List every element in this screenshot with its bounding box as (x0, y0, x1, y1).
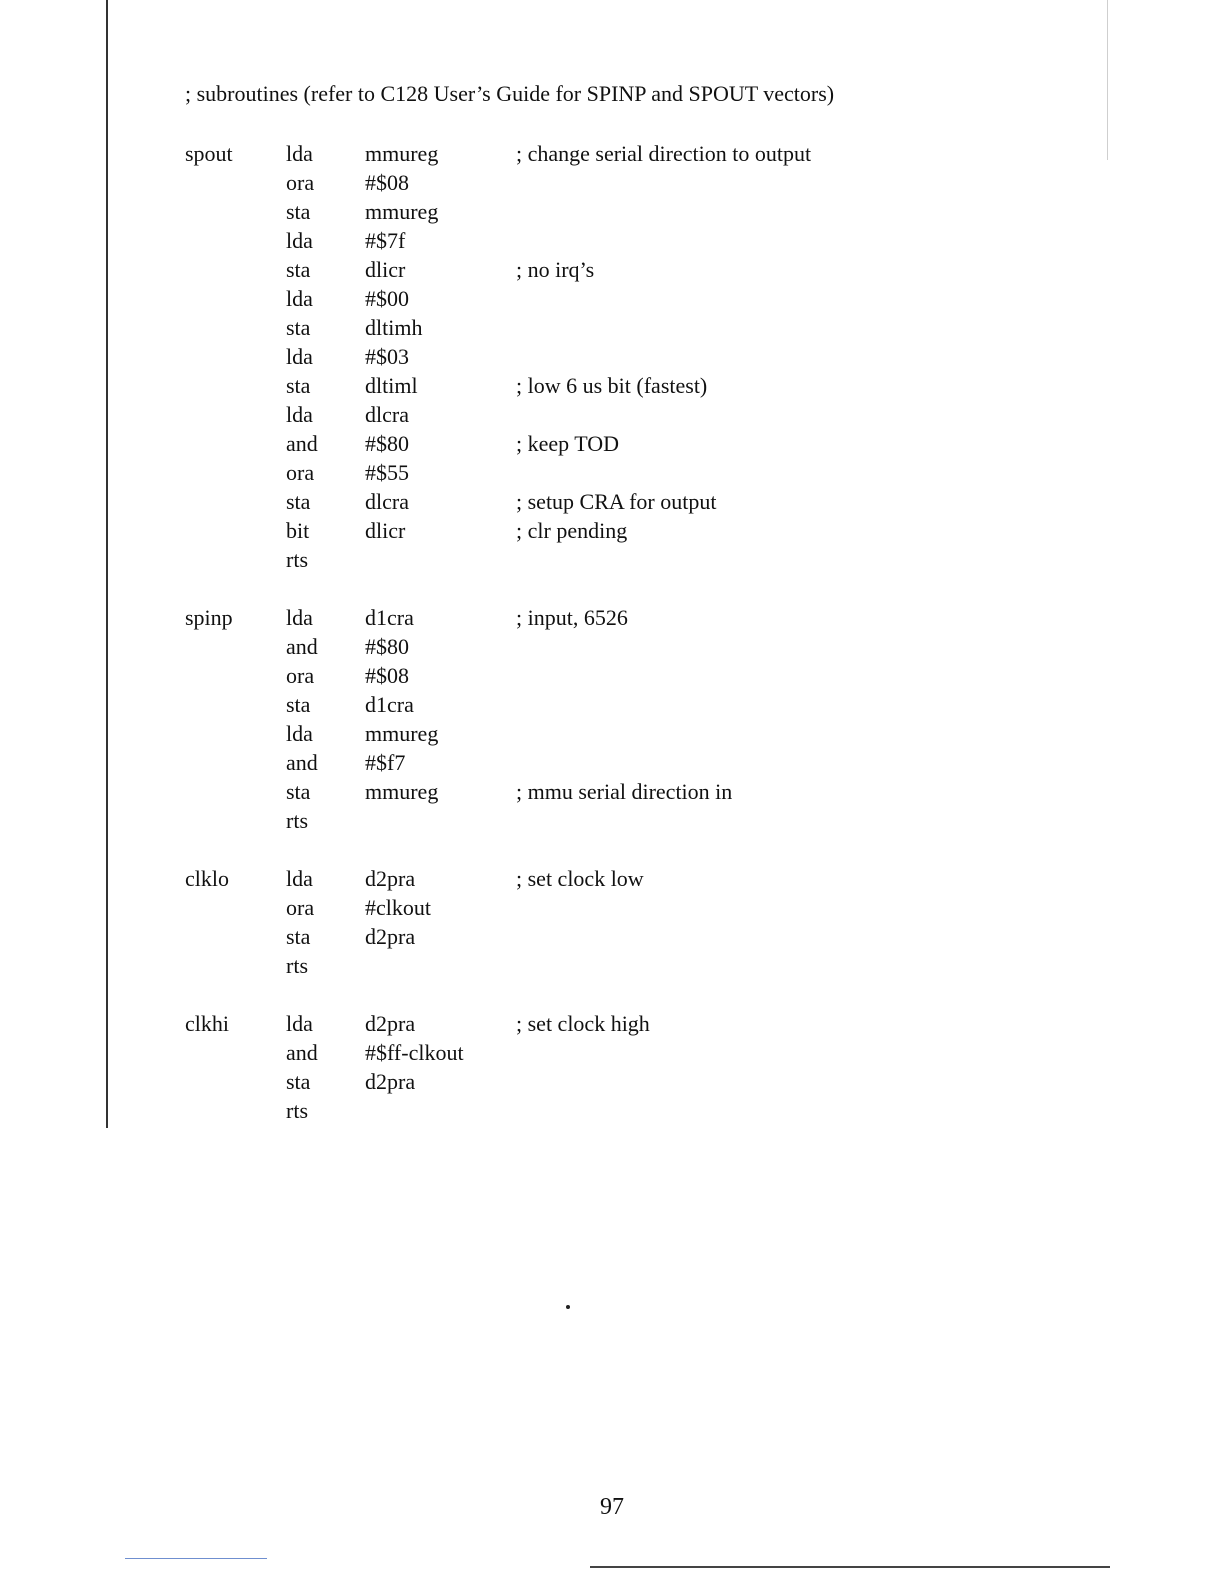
code-line (185, 487, 985, 516)
code-line (185, 226, 985, 255)
scan-bottom-line-right (590, 1566, 1110, 1568)
code-block-clklo (185, 864, 985, 980)
comment: ; keep TOD (516, 431, 620, 456)
operand: #$f7 (365, 750, 406, 775)
opcode: sta (286, 779, 311, 804)
opcode: lda (286, 402, 313, 427)
operand: dltiml (365, 373, 418, 398)
operand: #$08 (365, 663, 409, 688)
code-line (185, 545, 985, 574)
comment: ; set clock high (516, 1011, 650, 1036)
scan-speck (566, 1305, 570, 1309)
operand: #$08 (365, 170, 409, 195)
operand: d2pra (365, 924, 416, 949)
operand: d1cra (365, 605, 414, 630)
code-block-spout (185, 139, 985, 574)
operand: d2pra (365, 1011, 416, 1036)
opcode: lda (286, 228, 313, 253)
opcode: rts (286, 1098, 308, 1123)
code-line (185, 168, 985, 197)
operand: mmureg (365, 199, 439, 224)
opcode: rts (286, 953, 308, 978)
opcode: sta (286, 199, 311, 224)
scan-bottom-line-left (125, 1558, 267, 1559)
code-line (185, 806, 985, 835)
code-line (185, 429, 985, 458)
opcode: lda (286, 344, 313, 369)
comment: ; low 6 us bit (fastest) (516, 373, 708, 398)
operand: #clkout (365, 895, 431, 920)
opcode: lda (286, 605, 313, 630)
opcode: ora (286, 170, 315, 195)
opcode: bit (286, 518, 310, 543)
opcode: and (286, 1040, 318, 1065)
operand: mmureg (365, 721, 439, 746)
operand: dlicr (365, 518, 406, 543)
code-line (185, 284, 985, 313)
operand: dlicr (365, 257, 406, 282)
operand: d1cra (365, 692, 414, 717)
code-line (185, 893, 985, 922)
operand: dlcra (365, 402, 409, 427)
code-line (185, 516, 985, 545)
comment: ; input, 6526 (516, 605, 628, 630)
opcode: and (286, 634, 318, 659)
opcode: lda (286, 866, 313, 891)
operand: mmureg (365, 779, 439, 804)
scan-edge-line-right (1107, 0, 1108, 160)
opcode: sta (286, 489, 311, 514)
code-line (185, 951, 985, 980)
code-block-spinp (185, 603, 985, 835)
comment: ; mmu serial direction in (516, 779, 733, 804)
code-line (185, 690, 985, 719)
code-line (185, 864, 985, 893)
code-line (185, 632, 985, 661)
code-line (185, 139, 985, 168)
code-line (185, 719, 985, 748)
comment: ; change serial direction to output (516, 141, 812, 166)
opcode: sta (286, 1069, 311, 1094)
code-line (185, 603, 985, 632)
opcode: sta (286, 257, 311, 282)
routine-label: clkhi (185, 1011, 229, 1036)
operand: d2pra (365, 1069, 416, 1094)
opcode: lda (286, 286, 313, 311)
code-block-clkhi (185, 1009, 985, 1125)
routine-label: clklo (185, 866, 229, 891)
code-line (185, 313, 985, 342)
opcode: and (286, 431, 318, 456)
code-line (185, 1038, 985, 1067)
operand: #$55 (365, 460, 409, 485)
comment: ; setup CRA for output (516, 489, 717, 514)
routine-label: spinp (185, 605, 233, 630)
page-number: 97 (600, 1494, 624, 1520)
operand: #$7f (365, 228, 406, 253)
opcode: sta (286, 692, 311, 717)
opcode: rts (286, 547, 308, 572)
operand: #$80 (365, 431, 409, 456)
code-line (185, 197, 985, 226)
code-line (185, 371, 985, 400)
comment: ; no irq’s (516, 257, 595, 282)
comment: ; set clock low (516, 866, 644, 891)
operand: mmureg (365, 141, 439, 166)
operand: #$80 (365, 634, 409, 659)
opcode: rts (286, 808, 308, 833)
opcode: sta (286, 924, 311, 949)
operand: #$03 (365, 344, 409, 369)
opcode: lda (286, 721, 313, 746)
code-line (185, 777, 985, 806)
opcode: sta (286, 315, 311, 340)
code-line (185, 342, 985, 371)
opcode: ora (286, 895, 315, 920)
operand: d2pra (365, 866, 416, 891)
code-line (185, 1009, 985, 1038)
operand: dlcra (365, 489, 409, 514)
code-line (185, 400, 985, 429)
operand: #$ff-clkout (365, 1040, 464, 1065)
code-line (185, 255, 985, 284)
opcode: lda (286, 1011, 313, 1036)
code-line (185, 748, 985, 777)
operand: dltimh (365, 315, 423, 340)
opcode: ora (286, 460, 315, 485)
opcode: lda (286, 141, 313, 166)
routine-label: spout (185, 141, 233, 166)
section-heading: ; subroutines (refer to C128 User’s Guide for SPINP and SPOUT vectors) (185, 81, 835, 106)
code-line (185, 458, 985, 487)
scan-edge-line (106, 0, 108, 1128)
opcode: sta (286, 373, 311, 398)
opcode: ora (286, 663, 315, 688)
assembly-listing (185, 139, 985, 1154)
comment: ; clr pending (516, 518, 628, 543)
operand: #$00 (365, 286, 409, 311)
code-line (185, 661, 985, 690)
code-line (185, 1096, 985, 1125)
code-line (185, 1067, 985, 1096)
opcode: and (286, 750, 318, 775)
code-line (185, 922, 985, 951)
